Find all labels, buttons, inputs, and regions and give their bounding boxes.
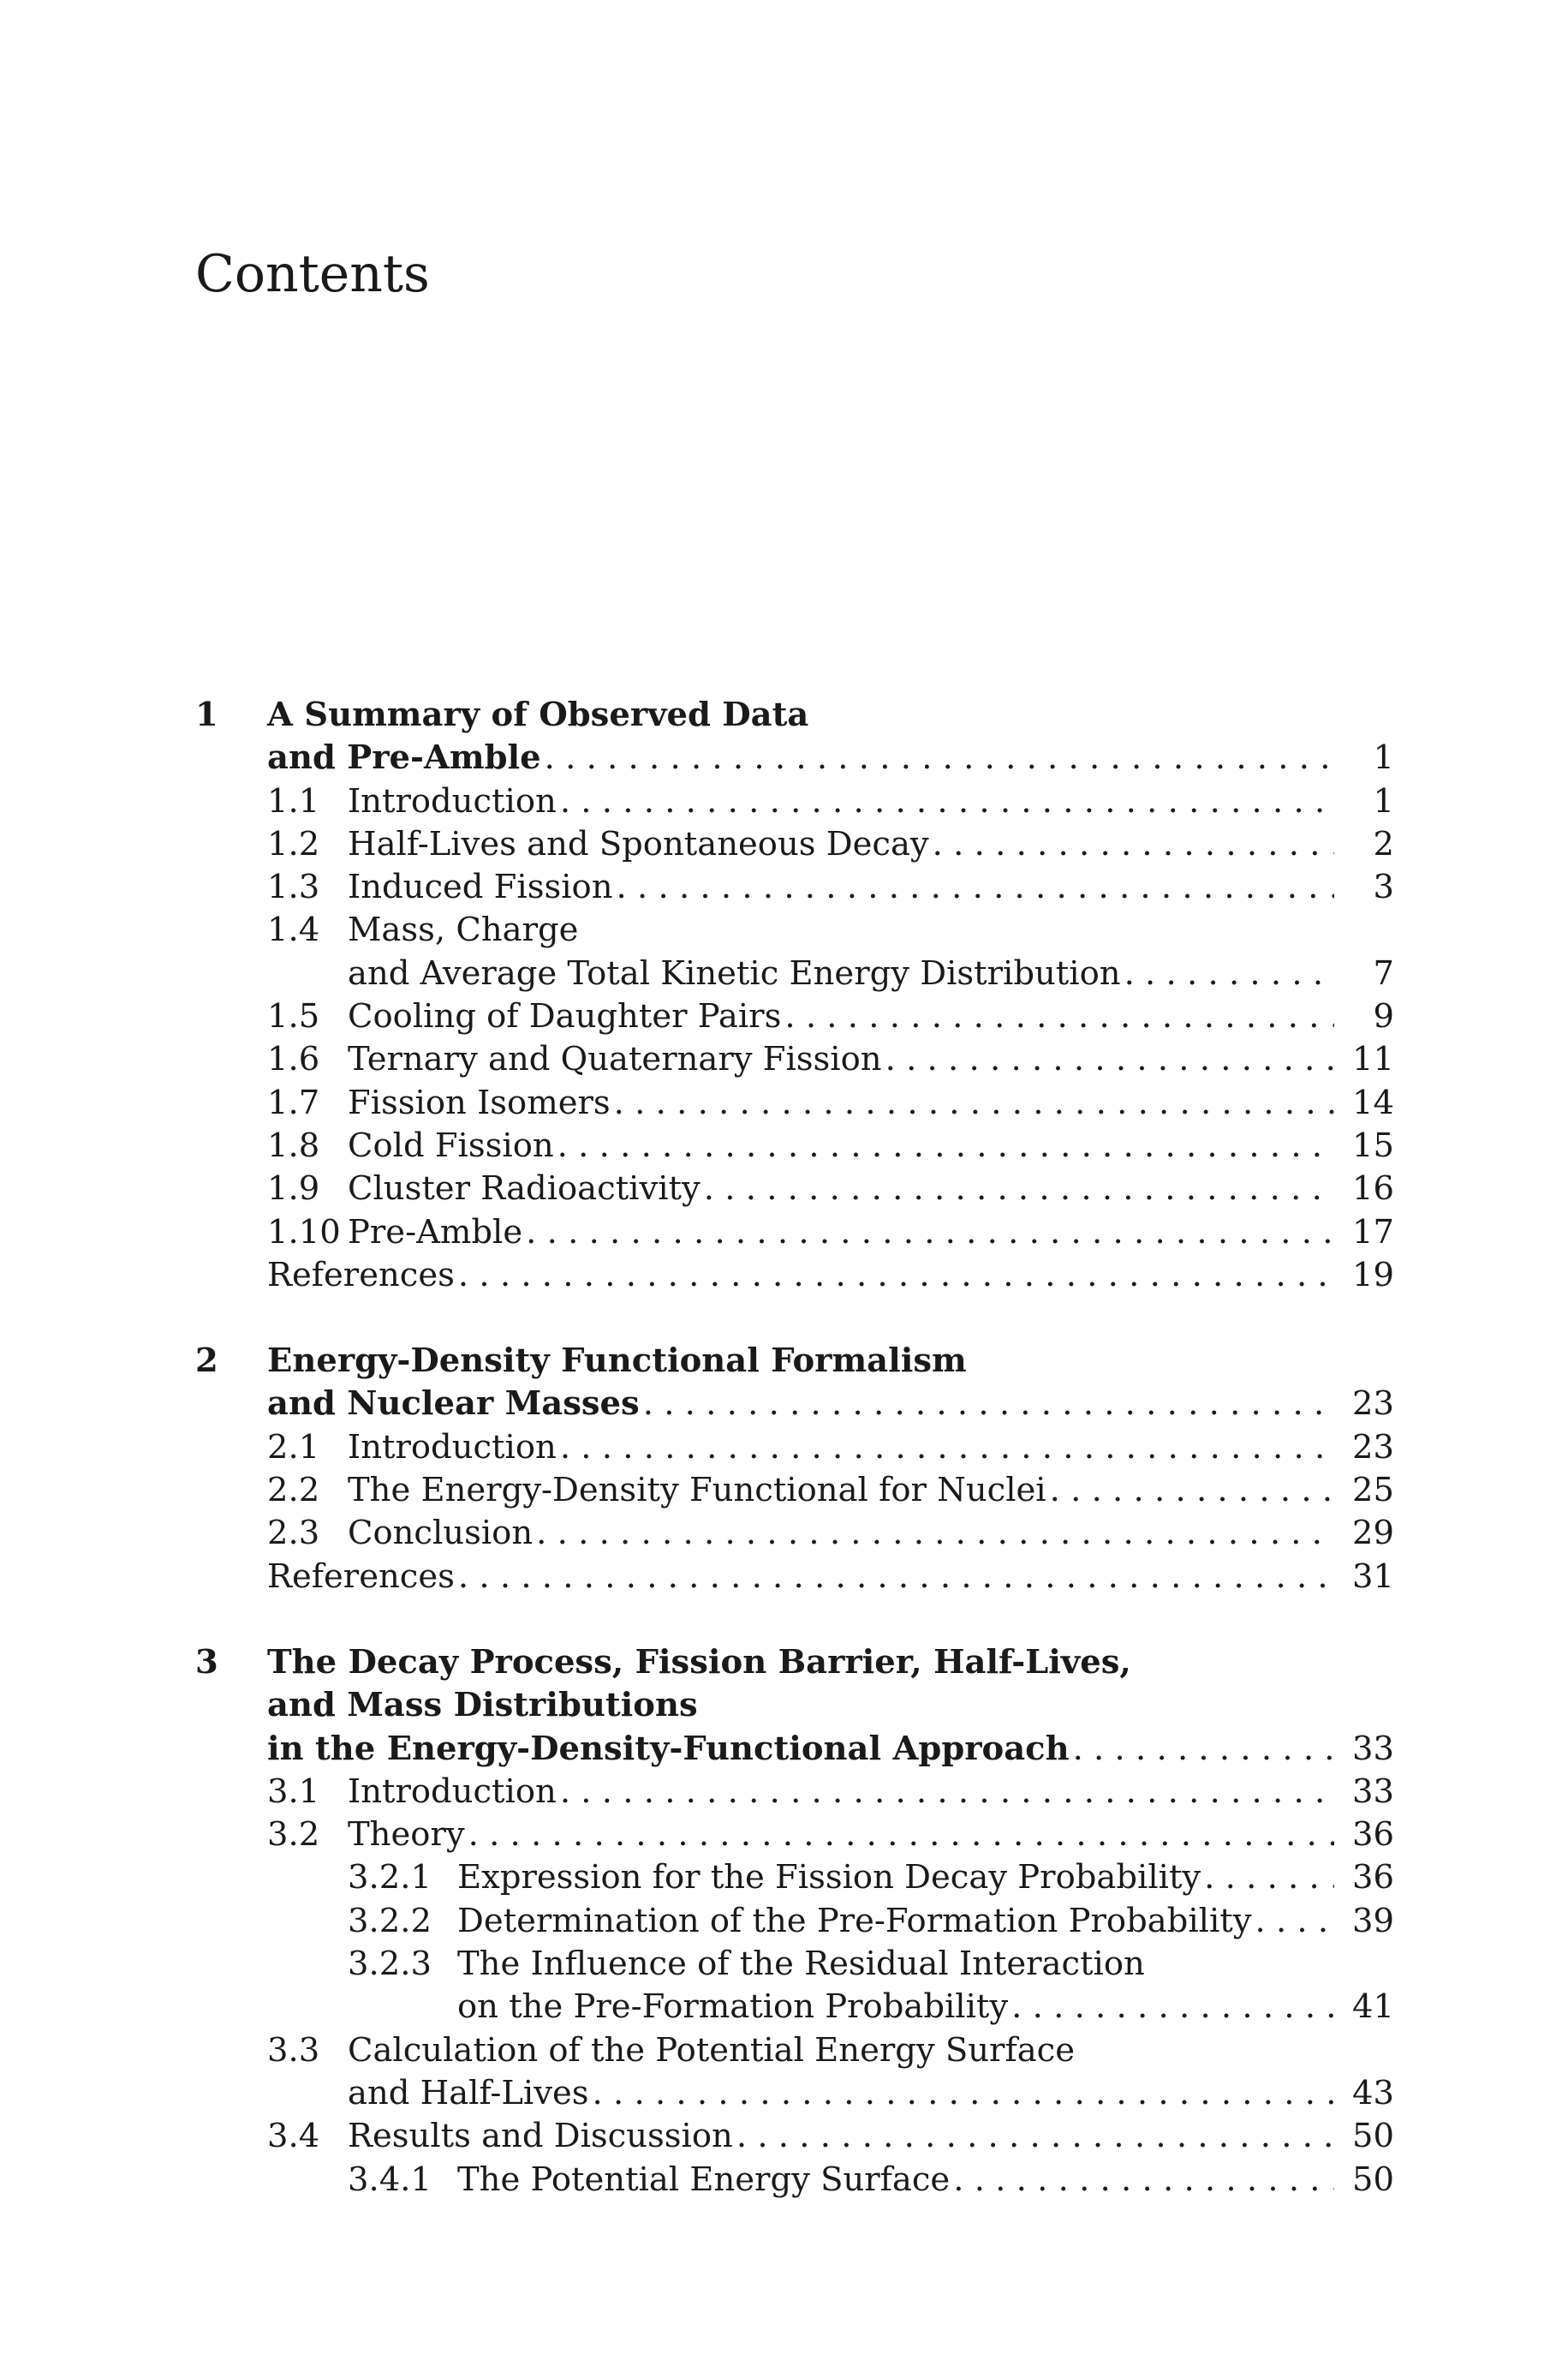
- section-entry[interactable]: [195, 995, 1394, 1038]
- entry-title: Half-Lives and Spontaneous Decay: [348, 824, 929, 863]
- entry-title: Cluster Radioactivity: [348, 1169, 701, 1209]
- entry-title: Introduction: [348, 1772, 557, 1811]
- page-number: 25: [1352, 1471, 1394, 1510]
- section-number: 3.4: [267, 2117, 320, 2156]
- section-number: 3.4.1: [348, 2160, 432, 2199]
- page-number: 31: [1352, 1556, 1394, 1596]
- page-number: 7: [1373, 953, 1394, 993]
- page-number: 9: [1373, 997, 1394, 1037]
- section-number: 3.2: [267, 1815, 320, 1855]
- entry-title: in the Energy-Density-Functional Approach: [267, 1729, 1070, 1768]
- section-entry[interactable]: [195, 823, 1394, 866]
- chapter-title-text: Energy-Density Functional Formalism: [267, 1341, 967, 1381]
- section-entry[interactable]: [195, 780, 1394, 823]
- section-number: 3.1: [267, 1772, 320, 1811]
- section-number: 2.2: [267, 1471, 320, 1510]
- section-entry[interactable]: [195, 1038, 1394, 1081]
- leader-line: [348, 780, 1334, 823]
- entry-title: References: [267, 1255, 455, 1294]
- subsection-entry[interactable]: [195, 2159, 1394, 2202]
- page-number: 41: [1352, 1987, 1394, 2027]
- page-number: 19: [1352, 1255, 1394, 1294]
- leader-dots: [1255, 1900, 1334, 1943]
- entry-title: The Energy-Density Functional for Nuclei: [348, 1471, 1046, 1510]
- entry-title: References: [267, 1556, 455, 1596]
- entry-title: Pre-Amble: [348, 1212, 523, 1252]
- entry-title: and Half-Lives: [348, 2073, 589, 2112]
- leader-line: [348, 2072, 1334, 2115]
- section-number: 1.6: [267, 1040, 320, 1079]
- leader-line: [348, 1813, 1334, 1856]
- page-number: 1: [1373, 781, 1394, 821]
- leader-dots: [784, 995, 1334, 1038]
- leader-dots: [560, 1426, 1334, 1469]
- leader-dots: [593, 2072, 1334, 2115]
- entry-title: and Pre-Amble: [267, 738, 541, 778]
- section-title-line: [195, 909, 1394, 952]
- subsection-entry[interactable]: [195, 1856, 1394, 1899]
- leader-line: [348, 1512, 1334, 1555]
- section-number: 3.2.1: [348, 1858, 432, 1897]
- chapter-entry[interactable]: [195, 737, 1394, 780]
- page-number: 33: [1352, 1729, 1394, 1768]
- page-number: 39: [1352, 1901, 1394, 1940]
- leader-line: [267, 1254, 1334, 1297]
- page-number: 36: [1352, 1858, 1394, 1897]
- leader-dots: [617, 866, 1334, 909]
- entry-title: Results and Discussion: [348, 2117, 733, 2156]
- leader-dots: [526, 1211, 1334, 1254]
- entry-title: Determination of the Pre-Formation Probability: [457, 1901, 1252, 1940]
- section-entry[interactable]: [195, 2072, 1394, 2115]
- chapter-title-line: [195, 694, 1394, 737]
- section-entry[interactable]: [195, 2115, 1394, 2158]
- section-entry[interactable]: [195, 1125, 1394, 1168]
- chapter-title-line: [195, 1684, 1394, 1727]
- section-title-line: [195, 1943, 1394, 1986]
- entry-title: Introduction: [348, 781, 557, 821]
- chapter-title-text: A Summary of Observed Data: [267, 696, 809, 734]
- section-entry[interactable]: [195, 1168, 1394, 1210]
- entry-title: Induced Fission: [348, 868, 613, 907]
- section-number: 1.7: [267, 1083, 320, 1122]
- section-title-line: [195, 2029, 1394, 2072]
- leader-line: [348, 1082, 1334, 1125]
- section-title-text: Mass, Charge: [348, 911, 579, 950]
- leader-line: [348, 1038, 1334, 1081]
- leader-dots: [560, 780, 1334, 823]
- leader-line: [348, 823, 1334, 866]
- chapter-entry[interactable]: [195, 1383, 1394, 1425]
- leader-line: [457, 1856, 1334, 1899]
- page-number: 3: [1373, 868, 1394, 907]
- section-number: 1.9: [267, 1169, 320, 1209]
- page-number: 1: [1373, 738, 1394, 778]
- section-entry[interactable]: [195, 1771, 1394, 1813]
- chapter-number: 3: [195, 1642, 218, 1682]
- leader-line: [457, 2159, 1334, 2202]
- section-number: 2.1: [267, 1427, 320, 1467]
- leader-dots: [468, 1813, 1334, 1856]
- leader-dots: [545, 737, 1334, 780]
- page-number: 15: [1352, 1126, 1394, 1165]
- page-number: 11: [1352, 1040, 1394, 1079]
- page-number: 36: [1352, 1815, 1394, 1855]
- section-title-text: Calculation of the Potential Energy Surface: [348, 2030, 1076, 2070]
- leader-dots: [1073, 1728, 1334, 1771]
- page-number: 17: [1352, 1212, 1394, 1252]
- leader-line: [267, 1556, 1334, 1598]
- section-title-text: The Influence of the Residual Interaction: [457, 1945, 1145, 1984]
- section-number: 3.2.2: [348, 1901, 432, 1940]
- entry-title: and Nuclear Masses: [267, 1384, 640, 1424]
- page-number: 2: [1373, 824, 1394, 863]
- section-number: 3.2.3: [348, 1945, 432, 1984]
- section-entry[interactable]: [195, 1469, 1394, 1512]
- section-entry[interactable]: [195, 1426, 1394, 1469]
- chapter-1: [195, 694, 1394, 1297]
- page-number: 14: [1352, 1083, 1394, 1122]
- page-number: 43: [1352, 2073, 1394, 2112]
- chapter-title-line: [195, 1641, 1394, 1684]
- leader-line: [457, 1986, 1334, 2028]
- references-entry[interactable]: [195, 1254, 1394, 1297]
- section-entry[interactable]: [195, 866, 1394, 909]
- page-number: 29: [1352, 1514, 1394, 1553]
- leader-line: [348, 1125, 1334, 1168]
- section-number: 1.8: [267, 1126, 320, 1165]
- leader-line: [457, 1900, 1334, 1943]
- chapter-title-text: and Mass Distributions: [267, 1686, 698, 1725]
- leader-dots: [643, 1383, 1334, 1425]
- entry-title: Cooling of Daughter Pairs: [348, 997, 782, 1037]
- section-number: 1.2: [267, 824, 320, 863]
- leader-line: [348, 1469, 1334, 1512]
- entry-title: Cold Fission: [348, 1126, 554, 1165]
- leader-dots: [536, 1512, 1334, 1555]
- page-number: 23: [1352, 1427, 1394, 1467]
- section-number: 1.4: [267, 911, 320, 950]
- leader-dots: [1011, 1986, 1334, 2028]
- section-entry[interactable]: [195, 1512, 1394, 1555]
- leader-dots: [885, 1038, 1334, 1081]
- leader-dots: [557, 1125, 1334, 1168]
- chapter-number: 2: [195, 1341, 218, 1381]
- entry-title: Expression for the Fission Decay Probability: [457, 1858, 1201, 1897]
- entry-title: Conclusion: [348, 1514, 534, 1553]
- subsection-entry[interactable]: [195, 1900, 1394, 1943]
- leader-dots: [458, 1254, 1334, 1297]
- page-number: 33: [1352, 1772, 1394, 1811]
- chapter-3: [195, 1641, 1394, 2202]
- leader-dots: [704, 1168, 1334, 1210]
- section-entry[interactable]: [195, 953, 1394, 995]
- leader-line: [267, 737, 1334, 780]
- entry-title: Introduction: [348, 1427, 557, 1467]
- leader-line: [348, 1771, 1334, 1813]
- leader-line: [267, 1383, 1334, 1425]
- leader-line: [348, 995, 1334, 1038]
- page-number: 50: [1352, 2117, 1394, 2156]
- entry-title: Fission Isomers: [348, 1083, 611, 1122]
- leader-dots: [1124, 953, 1334, 995]
- section-number: 1.3: [267, 868, 320, 907]
- leader-line: [348, 1168, 1334, 1210]
- leader-line: [348, 2115, 1334, 2158]
- section-entry[interactable]: [195, 1986, 1394, 2028]
- entry-title: Theory: [348, 1815, 465, 1855]
- chapter-2: [195, 1340, 1394, 1598]
- section-number: 2.3: [267, 1514, 320, 1553]
- section-number: 1.5: [267, 997, 320, 1037]
- page-title: Contents: [195, 244, 430, 304]
- references-entry[interactable]: [195, 1556, 1394, 1598]
- section-number: 1.1: [267, 781, 320, 821]
- leader-dots: [933, 823, 1334, 866]
- leader-line: [267, 1728, 1334, 1771]
- leader-line: [348, 1211, 1334, 1254]
- section-entry[interactable]: [195, 1211, 1394, 1254]
- section-entry[interactable]: [195, 1813, 1394, 1856]
- table-of-contents: [195, 694, 1394, 2244]
- section-entry[interactable]: [195, 1082, 1394, 1125]
- leader-dots: [560, 1771, 1334, 1813]
- leader-dots: [953, 2159, 1334, 2202]
- page-number: 50: [1352, 2160, 1394, 2199]
- entry-title: and Average Total Kinetic Energy Distribution: [348, 953, 1121, 993]
- chapter-entry[interactable]: [195, 1728, 1394, 1771]
- page-number: 23: [1352, 1384, 1394, 1424]
- leader-line: [348, 866, 1334, 909]
- entry-title: on the Pre-Formation Probability: [457, 1987, 1009, 2027]
- chapter-title-text: The Decay Process, Fission Barrier, Half-Lives,: [267, 1642, 1131, 1682]
- leader-line: [348, 953, 1334, 995]
- leader-dots: [1050, 1469, 1334, 1512]
- page-number: 16: [1352, 1169, 1394, 1209]
- entry-title: Ternary and Quaternary Fission: [348, 1040, 882, 1079]
- chapter-title-line: [195, 1340, 1394, 1383]
- leader-dots: [736, 2115, 1334, 2158]
- section-number: 1.10: [267, 1212, 341, 1252]
- chapter-number: 1: [195, 696, 218, 734]
- leader-dots: [1204, 1856, 1334, 1899]
- leader-dots: [614, 1082, 1334, 1125]
- section-number: 3.3: [267, 2030, 320, 2070]
- leader-line: [348, 1426, 1334, 1469]
- entry-title: The Potential Energy Surface: [457, 2160, 951, 2199]
- leader-dots: [458, 1556, 1334, 1598]
